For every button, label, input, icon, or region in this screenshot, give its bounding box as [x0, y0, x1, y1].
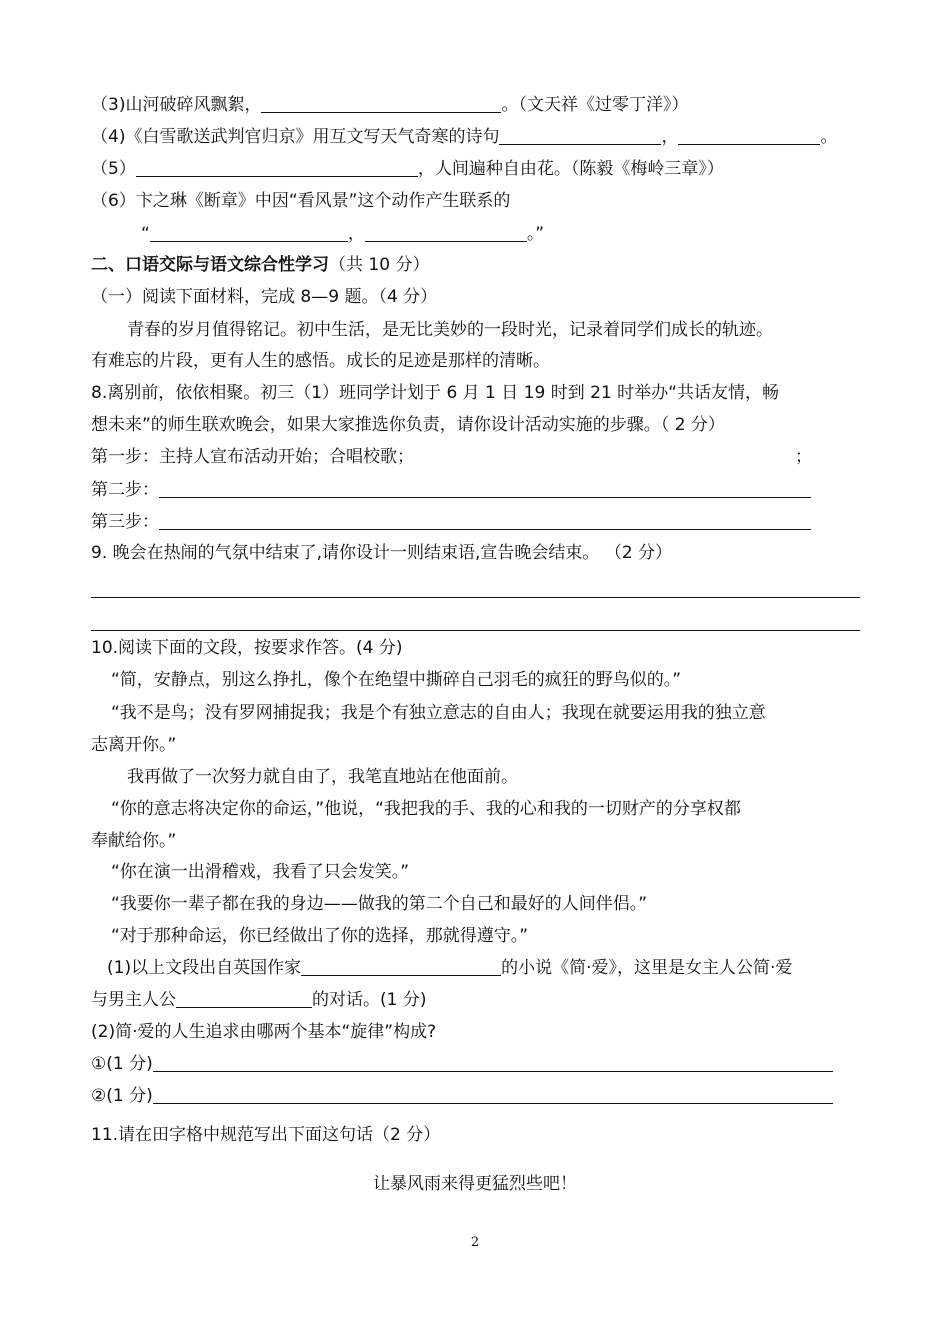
q8-text-cont: 想未来”的师生联欢晚会，如果大家推选你负责，请你设计活动实施的步骤。（ 2 分）: [91, 415, 725, 435]
passage-paragraph: “我要你一辈子都在我的身边——做我的第二个自己和最好的人间伴侣。”: [111, 894, 648, 914]
poetry-q5: （5） ，人间遍种自由花。（陈毅《梅岭三章》）: [91, 159, 724, 179]
answer-blank[interactable]: [176, 991, 312, 1008]
q9-text: 9. 晚会在热闹的气氛中结束了,请你设计一则结束语,宣告晚会结束。 （2 分）: [91, 543, 673, 563]
answer-line[interactable]: [159, 513, 811, 530]
poetry-q6: （6）卞之琳《断章》中因“看风景”这个动作产生联系的: [91, 191, 511, 211]
page-number: 2: [470, 1235, 480, 1250]
poetry-q4: （4)《白雪歌送武判官归京》用互文写天气奇寒的诗句 ， 。: [91, 127, 838, 147]
q8-step1: 第一步：主持人宣布活动开始；合唱校歌； ；: [91, 447, 812, 467]
q10-sub1: (1)以上文段出自英国作家 的小说《简·爱》，这里是女主人公简·爱: [107, 958, 793, 978]
answer-line[interactable]: [159, 481, 811, 498]
passage-paragraph-cont: 志离开你。”: [91, 735, 177, 755]
poetry-q3: （3)山河破碎风飘絮， 。（文天祥《过零丁洋》）: [91, 95, 689, 115]
section-heading: 二、口语交际与语文综合性学习（共 10 分）: [91, 255, 430, 275]
q11-sentence: 让暴风雨来得更猛烈些吧！: [373, 1174, 577, 1194]
answer-line[interactable]: [91, 597, 860, 598]
answer-blank[interactable]: [261, 96, 501, 113]
q10-sub1-cont: 与男主人公 的对话。(1 分): [91, 990, 427, 1010]
passage-paragraph: “你在演一出滑稽戏，我看了只会发笑。”: [111, 862, 410, 882]
q11-title: 11.请在田字格中规范写出下面这句话（2 分）: [91, 1125, 441, 1145]
passage-paragraph: “你的意志将决定你的命运，”他说，“我把我的手、我的心和我的一切财产的分享权都: [111, 799, 741, 819]
q10-answer2: ②(1 分): [91, 1084, 861, 1108]
answer-line[interactable]: [153, 1055, 833, 1072]
q8-step2: 第二步：: [91, 478, 861, 502]
answer-blank[interactable]: [678, 128, 820, 145]
passage-paragraph: “我不是鸟；没有罗网捕捉我；我是个有独立意志的自由人；我现在就要运用我的独立意: [111, 703, 766, 723]
answer-line[interactable]: [91, 630, 860, 631]
q10-answer1: ①(1 分): [91, 1052, 861, 1076]
answer-blank[interactable]: [365, 225, 527, 242]
passage-paragraph: “简，安静点，别这么挣扎，像个在绝望中撕碎自己羽毛的疯狂的野鸟似的。”: [111, 670, 682, 690]
answer-blank[interactable]: [499, 128, 661, 145]
poetry-q6-answer: “ ， 。”: [141, 224, 545, 244]
passage-paragraph-cont: 奉献给你。”: [91, 831, 177, 851]
answer-blank[interactable]: [150, 225, 348, 242]
q10-sub2: (2)简·爱的人生追求由哪两个基本“旋律”构成?: [91, 1022, 437, 1042]
q8-step3: 第三步：: [91, 510, 861, 534]
answer-blank[interactable]: [136, 160, 418, 177]
passage-paragraph: 我再做了一次努力就自由了，我笔直地站在他面前。: [127, 767, 518, 787]
answer-blank[interactable]: [301, 959, 501, 976]
answer-line[interactable]: [153, 1087, 833, 1104]
q10-title: 10.阅读下面的文段，按要求作答。(4 分): [91, 638, 403, 658]
material-paragraph-cont: 有难忘的片段，更有人生的感悟。成长的足迹是那样的清晰。: [91, 351, 550, 371]
q8-text: 8.离别前，依依相聚。初三（1）班同学计划于 6 月 1 日 19 时到 21 时举办“共话友情，畅: [91, 383, 779, 403]
material-paragraph: 青春的岁月值得铭记。初中生活，是无比美妙的一段时光，记录着同学们成长的轨迹。: [127, 320, 773, 340]
passage-paragraph: “对于那种命运，你已经做出了你的选择，那就得遵守。”: [111, 926, 529, 946]
part-heading: （一）阅读下面材料，完成 8—9 题。（4 分）: [91, 287, 438, 307]
